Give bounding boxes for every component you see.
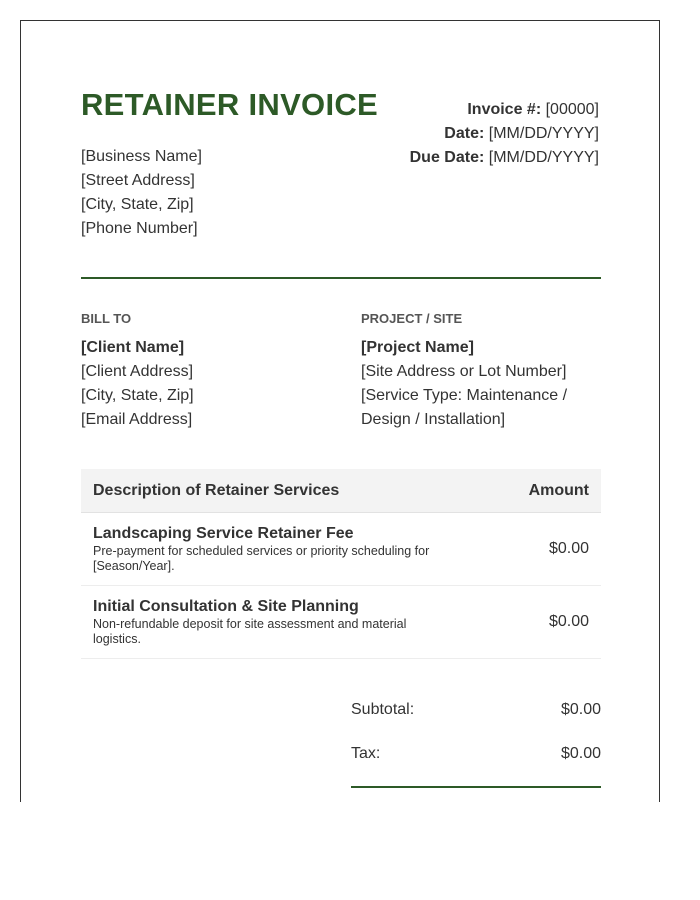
service-detail: Non-refundable deposit for site assessment and material logistics. [93, 616, 407, 646]
service-detail: Pre-payment for scheduled services or priority scheduling for [Season/Year]. [93, 543, 430, 573]
project-name: [Project Name] [361, 339, 474, 356]
client-address: [Client Address] [81, 363, 194, 380]
totals-block [351, 699, 601, 799]
tax-label: Tax: [351, 745, 381, 762]
subtotal-value: $0.00 [560, 701, 601, 718]
header-divider [81, 277, 601, 279]
invoice-due-label: Due Date: [409, 149, 485, 166]
business-name: [Business Name] [81, 148, 202, 165]
client-email: [Email Address] [81, 411, 193, 428]
project-label: PROJECT / SITE [361, 311, 463, 326]
business-city: [City, State, Zip] [81, 196, 194, 213]
bill-to-label: BILL TO [81, 311, 132, 326]
service-name: Initial Consultation & Site Planning [93, 597, 359, 615]
service-name: Landscaping Service Retainer Fee [93, 524, 354, 542]
table-row [81, 586, 601, 659]
project-service-line2: Design / Installation] [361, 411, 506, 428]
bill-to-block [81, 311, 341, 432]
row-description [93, 598, 443, 647]
totals-divider [351, 786, 601, 788]
invoice-date-line [410, 122, 599, 146]
table-row [81, 513, 601, 586]
business-street: [Street Address] [81, 172, 195, 189]
invoice-number-line [410, 98, 599, 122]
description-column-header: Description of Retainer Services [93, 481, 340, 499]
client-city: [City, State, Zip] [81, 387, 194, 404]
invoice-page [20, 20, 660, 802]
client-name: [Client Name] [81, 339, 185, 356]
service-amount: $0.00 [548, 613, 589, 630]
subtotal-label: Subtotal: [351, 701, 415, 718]
invoice-due-line [410, 146, 599, 170]
business-phone: [Phone Number] [81, 220, 198, 237]
invoice-number-label: Invoice #: [467, 101, 542, 118]
project-service-line1: [Service Type: Maintenance / [361, 387, 568, 404]
tax-value: $0.00 [560, 745, 601, 762]
table-header [81, 469, 601, 513]
invoice-title: RETAINER INVOICE [81, 87, 379, 122]
invoice-due-value: [MM/DD/YYYY] [488, 149, 599, 166]
service-amount: $0.00 [548, 540, 589, 557]
invoice-date-value: [MM/DD/YYYY] [488, 125, 599, 142]
amount-column-header: Amount [528, 481, 589, 499]
business-info [81, 145, 202, 241]
subtotal-line [351, 701, 601, 719]
tax-line [351, 745, 601, 763]
services-table [81, 469, 601, 659]
invoice-meta [410, 98, 599, 170]
project-block [361, 311, 601, 432]
invoice-number-value: [00000] [545, 101, 599, 118]
invoice-date-label: Date: [444, 125, 485, 142]
row-description [93, 525, 443, 574]
project-site-address: [Site Address or Lot Number] [361, 363, 567, 380]
